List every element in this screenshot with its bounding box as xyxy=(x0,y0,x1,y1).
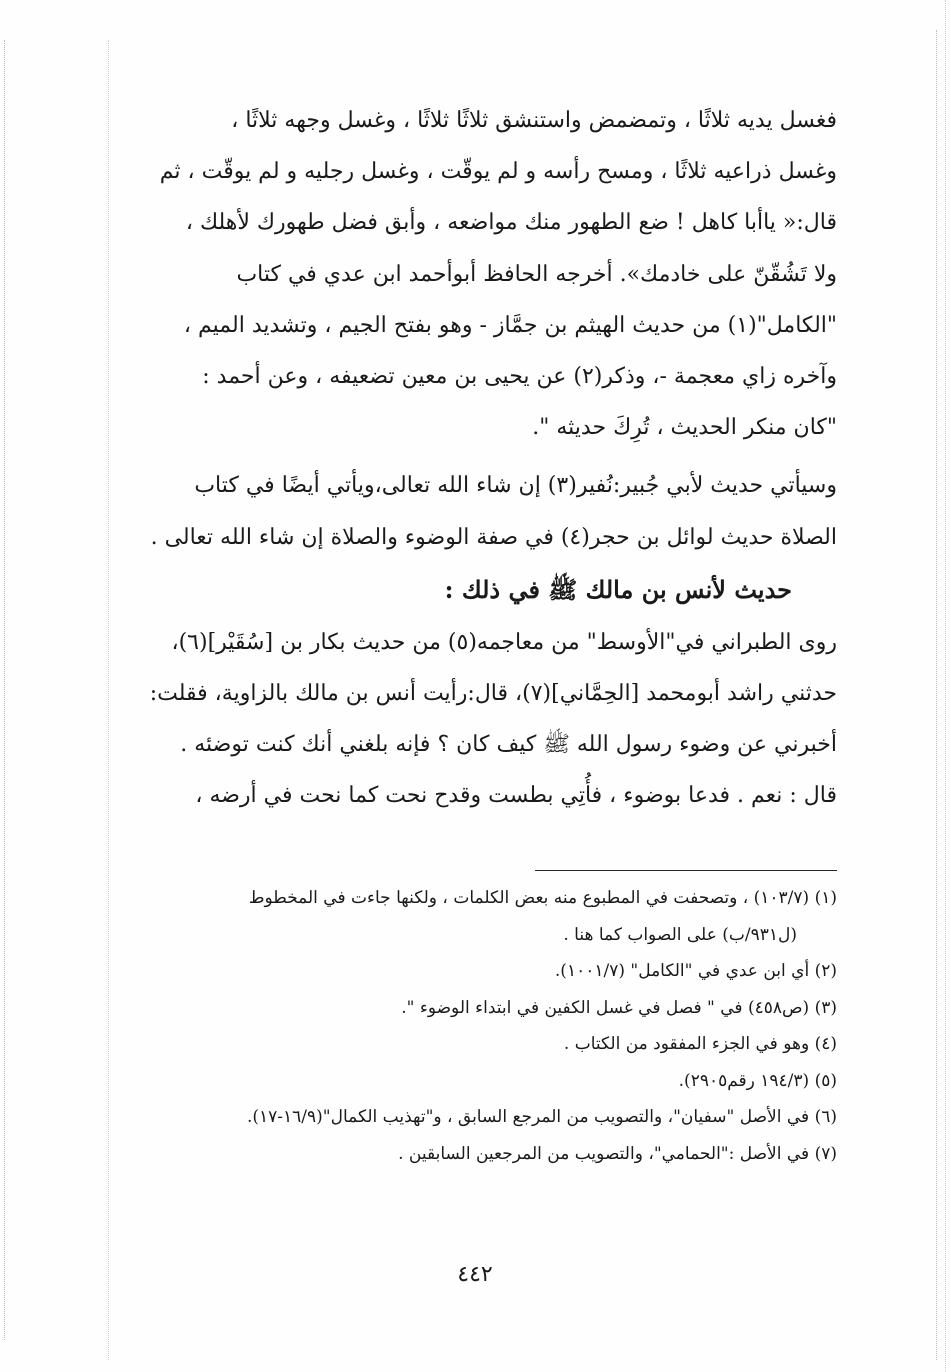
text-line: وغسل ذراعيه ثلاثًا ، ومسح رأسه و لم يوقّت ، وغسل رجليه و لم يوقّت ، ثم xyxy=(159,159,837,185)
footnote: (٥) (١٩٤/٣ رقم٢٩٠٥). xyxy=(678,1070,837,1091)
footnote: (٣) (ص٤٥٨) في " فصل في غسل الكفين في ابتداء الوضوء ". xyxy=(401,997,837,1018)
section-heading: حديث لأنس بن مالك ﷺ في ذلك : xyxy=(444,574,792,604)
footnote-continuation: (ل٩٣١/ب) على الصواب كما هنا . xyxy=(563,924,797,945)
text-line: "كان منكر الحديث ، تُرِكَ حديثه ". xyxy=(532,415,837,441)
footnote-divider xyxy=(535,870,837,871)
text-line: قال:« ياأبا كاهل ! ضع الطهور منك مواضعه ، وأبق فضل طهورك لأهلك ، xyxy=(185,210,837,236)
footnotes xyxy=(125,880,837,1172)
footnote: (٧) في الأصل :"الحمامي"، والتصويب من المرجعين السابقين . xyxy=(398,1143,837,1164)
text-line: أخبرني عن وضوء رسول الله ﷺ كيف كان ؟ فإنه بلغني أنك كنت توضئه . xyxy=(180,732,837,758)
scan-edge-left-inner xyxy=(108,40,109,1360)
text-line: وآخره زاي معجمة -، وذكر(٢) عن يحيى بن معين تضعيفه ، وعن أحمد : xyxy=(202,363,837,389)
text-line: وسيأتي حديث لأبي جُبير:نُفير(٣) إن شاء الله تعالى،ويأتي أيضًا في كتاب xyxy=(194,473,837,499)
scan-edge-right-inner xyxy=(936,30,937,1360)
text-line: ولا تَشُقّنّ على خادمك». أخرجه الحافظ أبوأحمد ابن عدي في كتاب xyxy=(236,261,837,287)
text-line: "الكامل"(١) من حديث الهيثم بن جمَّاز - وهو بفتح الجيم ، وتشديد الميم ، xyxy=(183,312,837,338)
text-line: الصلاة حديث لوائل بن حجر(٤) في صفة الوضوء والصلاة إن شاء الله تعالى . xyxy=(150,524,837,550)
main-text xyxy=(125,95,837,821)
footnote: (٤) وهو في الجزء المفقود من الكتاب . xyxy=(563,1034,837,1054)
text-line: فغسل يديه ثلاثًا ، وتمضمض واستنشق ثلاثًا ثلاثًا ، وغسل وجهه ثلاثًا ، xyxy=(231,108,837,133)
scan-edge-right xyxy=(945,0,946,1372)
text-line: قال : نعم . فدعا بوضوء ، فأُتِي بطست وقدح نحت كما نحت في أرضه ، xyxy=(195,783,837,809)
footnote: (٢) أي ابن عدي في "الكامل" (١٠٠١/٧). xyxy=(554,961,837,981)
text-line: حدثني راشد أبومحمد [الحِمَّاني](٧)، قال:رأيت أنس بن مالك بالزاوية، فقلت: xyxy=(149,680,837,706)
page-number: ٤٤٢ xyxy=(457,1262,493,1287)
text-line: روى الطبراني في"الأوسط" من معاجمه(٥) من حديث بكار بن [سُقَيْر](٦)، xyxy=(171,629,837,655)
footnote: (٦) في الأصل "سفيان"، والتصويب من المرجع السابق ، و"تهذيب الكمال"(١٦/٩-١٧). xyxy=(246,1107,837,1127)
scan-edge-left xyxy=(4,40,5,1340)
footnote: (١) (١٠٣/٧) ، وتصحفت في المطبوع منه بعض الكلمات ، ولكنها جاءت في المخطوط xyxy=(248,888,837,908)
